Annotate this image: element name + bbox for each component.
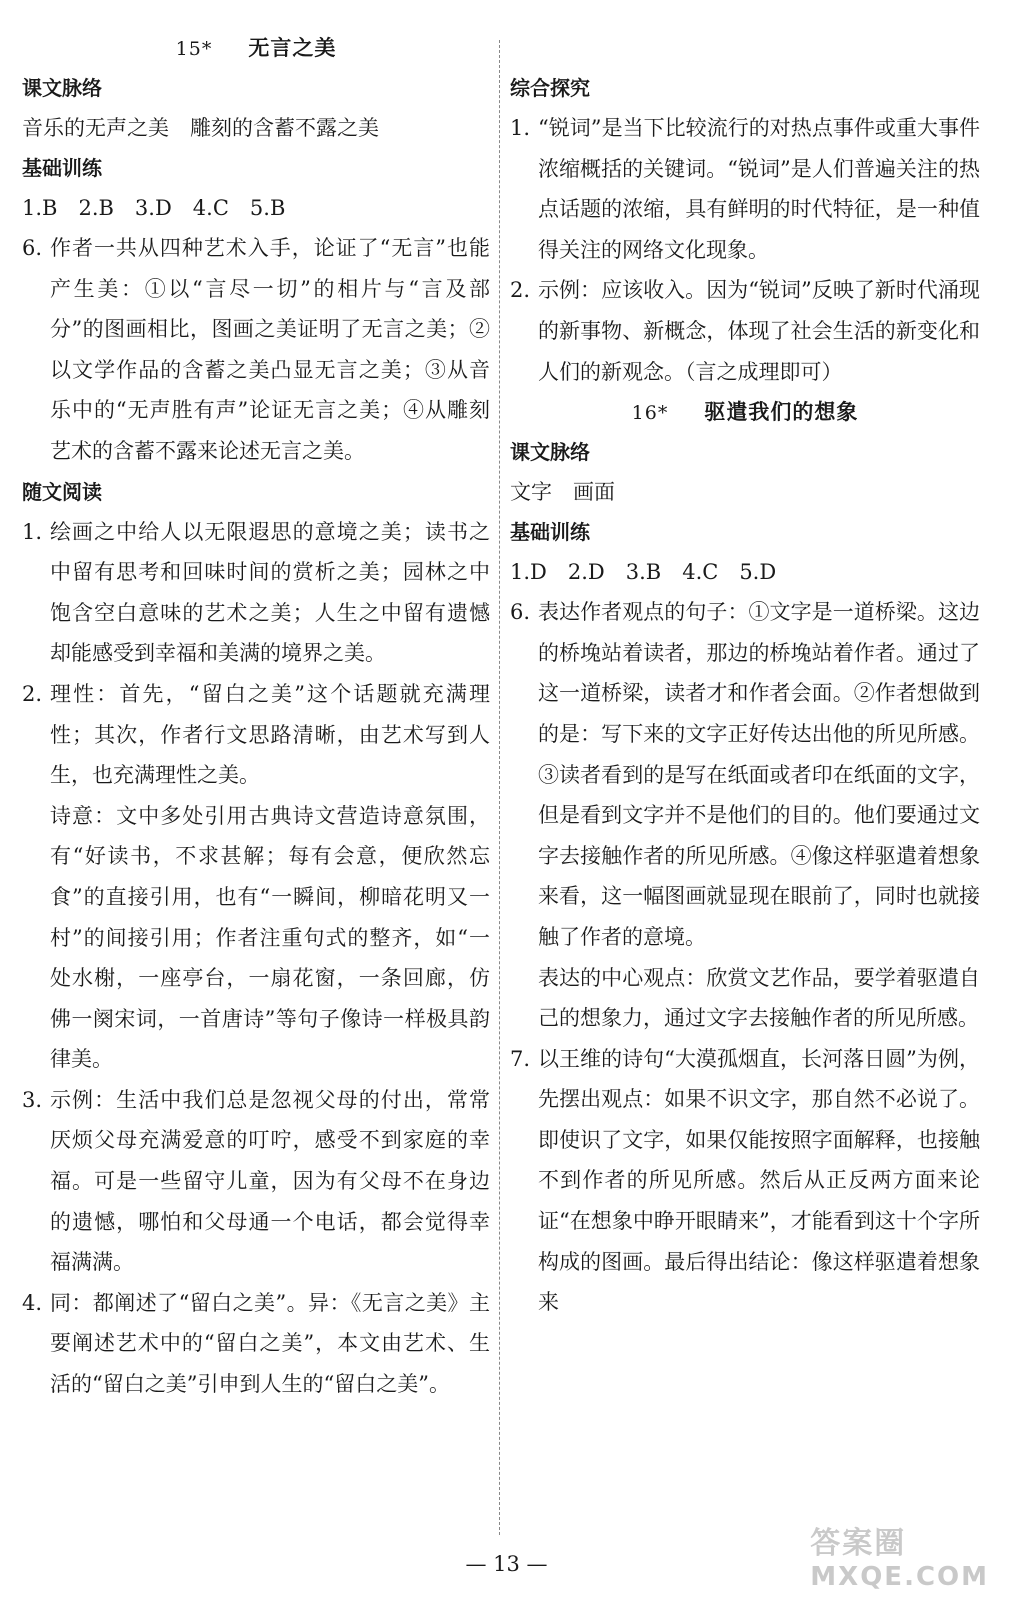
inquiry-heading: 综合探究 bbox=[510, 76, 590, 100]
lesson-16-number: 16* bbox=[631, 402, 669, 425]
item-number: 2. bbox=[510, 278, 531, 303]
watermark-title: 答案圈 bbox=[810, 1526, 907, 1561]
answer-item-6 bbox=[510, 592, 980, 957]
item-number: 1. bbox=[510, 116, 531, 140]
answer-item-7 bbox=[510, 1039, 980, 1323]
item-number: 1. bbox=[22, 519, 43, 544]
reading-heading: 随文阅读 bbox=[22, 479, 102, 504]
watermark-url: MXQE.COM bbox=[810, 1562, 989, 1592]
item-number: 7. bbox=[510, 1046, 531, 1071]
lesson-15-title-text: 无言之美 bbox=[248, 35, 337, 60]
answer-item-6 bbox=[22, 228, 490, 472]
item-text: “锐词”是当下比较流行的对热点事件或重大事件浓缩概括的关键词。“锐词”是人们普遍关注的热点话题的浓缩，具有鲜明的时代特征，是一种值得关注的网络文化现象。 bbox=[538, 116, 980, 262]
basic-training-heading: 基础训练 bbox=[22, 156, 102, 180]
lesson-15-title bbox=[22, 28, 490, 68]
item-text: 同：都阐述了“留白之美”。异：《无言之美》主要阐述艺术中的“留白之美”，本文由艺术、生活的“留白之美”引申到人生的“留白之美”。 bbox=[50, 1290, 490, 1397]
basic-answers: 1.B 2.B 3.D 4.C 5.B bbox=[22, 196, 286, 220]
item-text: 示例：生活中我们总是忽视父母的付出，常常厌烦父母充满爱意的叮咛，感受不到家庭的幸福。可是一些留守儿童，因为有父母不在身边的遗憾，哪怕和父母通一个电话，都会觉得幸福满满。 bbox=[50, 1087, 490, 1275]
reading-item-4 bbox=[22, 1283, 490, 1405]
item-text: 绘画之中给人以无限遐思的意境之美；读书之中留有思考和回味时间的赏析之美；园林之中饱含空白意味的艺术之美；人生之中留有遗憾却能感受到幸福和美满的境界之美。 bbox=[50, 519, 490, 666]
reading-item-2-poetic: 诗意：文中多处引用古典诗文营造诗意氛围，有“好读书，不求甚解；每有会意，便欣然忘食”的直接引用，也有“一瞬间，柳暗花明又一村”的间接引用；作者注重句式的整齐，如“一处水榭，一座亭台，一扇花窗，一条回廊，仿佛一阕宋词，一首唐诗”等句子像诗一样极具韵律美。 bbox=[50, 803, 490, 1072]
lesson-16-title-text: 驱遣我们的想象 bbox=[704, 399, 859, 425]
inquiry-item-1 bbox=[510, 108, 980, 270]
item-text: 表达作者观点的句子：①文字是一道桥梁。这边的桥堍站着读者，那边的桥堍站着作者。通过了这一道桥梁，读者才和作者会面。②作者想做到的是：写下来的文字正好传达出他的所见所感。③读者看到的是写在纸面或者印在纸面的文字，但是看到文字并不是他们的目的。他们要通过文字去接触作者的所见所感。④像这样驱遣着想象来看，这一幅图画就显现在眼前了，同时也就接触了作者的意境。 bbox=[538, 600, 980, 949]
item-text: 理性：首先，“留白之美”这个话题就充满理性；其次，作者行文思路清晰，由艺术写到人生，也充满理性之美。 bbox=[50, 681, 490, 788]
item-number: 6. bbox=[510, 600, 531, 625]
watermark-logo bbox=[810, 1518, 989, 1592]
left-column bbox=[22, 28, 490, 1405]
lesson-16-title bbox=[510, 392, 980, 432]
item-number: 3. bbox=[22, 1087, 43, 1112]
outline-heading: 课文脉络 bbox=[510, 440, 590, 465]
item-number: 4. bbox=[22, 1290, 43, 1315]
item-text: 以王维的诗句“大漠孤烟直，长河落日圆”为例，先摆出观点：如果不识文字，那自然不必说了。即使识了文字，如果仅能按照字面解释，也接触不到作者的所见所感。然后从正反两方面来论证“在想象中睁开眼睛来”，才能看到这十个字所构成的图画。最后得出结论：像这样驱遣着想象来 bbox=[538, 1046, 980, 1315]
outline-text: 音乐的无声之美 雕刻的含蓄不露之美 bbox=[22, 116, 379, 140]
outline-text: 文字 画面 bbox=[510, 480, 615, 505]
basic-training-heading: 基础训练 bbox=[510, 520, 590, 545]
lesson-15-number: 15* bbox=[175, 38, 213, 60]
item-text: 示例：应该收入。因为“锐词”反映了新时代涌现的新事物、新概念，体现了社会生活的新变化和人们的新观念。（言之成理即可） bbox=[538, 278, 980, 384]
reading-item-2 bbox=[22, 674, 490, 796]
item-number: 6. bbox=[22, 236, 43, 260]
column-divider bbox=[499, 40, 500, 1535]
reading-item-3 bbox=[22, 1080, 490, 1283]
item-number: 2. bbox=[22, 681, 43, 706]
item-text: 作者一共从四种艺术入手，论证了“无言”也能产生美：①以“言尽一切”的相片与“言及部分”的图画相比，图画之美证明了无言之美；②以文学作品的含蓄之美凸显无言之美；③从音乐中的“无声胜有声”论证无言之美；④从雕刻艺术的含蓄不露来论述无言之美。 bbox=[50, 236, 490, 463]
reading-item-1 bbox=[22, 512, 490, 674]
outline-heading: 课文脉络 bbox=[22, 76, 102, 100]
page-number: — 13 — bbox=[465, 1552, 548, 1576]
answer-item-6-central-view: 表达的中心观点：欣赏文艺作品，要学着驱遣自己的想象力，通过文字去接触作者的所见所感。 bbox=[538, 965, 980, 1031]
inquiry-item-2 bbox=[510, 270, 980, 392]
right-column bbox=[510, 28, 980, 1323]
basic-answers: 1.D 2.D 3.B 4.C 5.D bbox=[510, 560, 777, 585]
